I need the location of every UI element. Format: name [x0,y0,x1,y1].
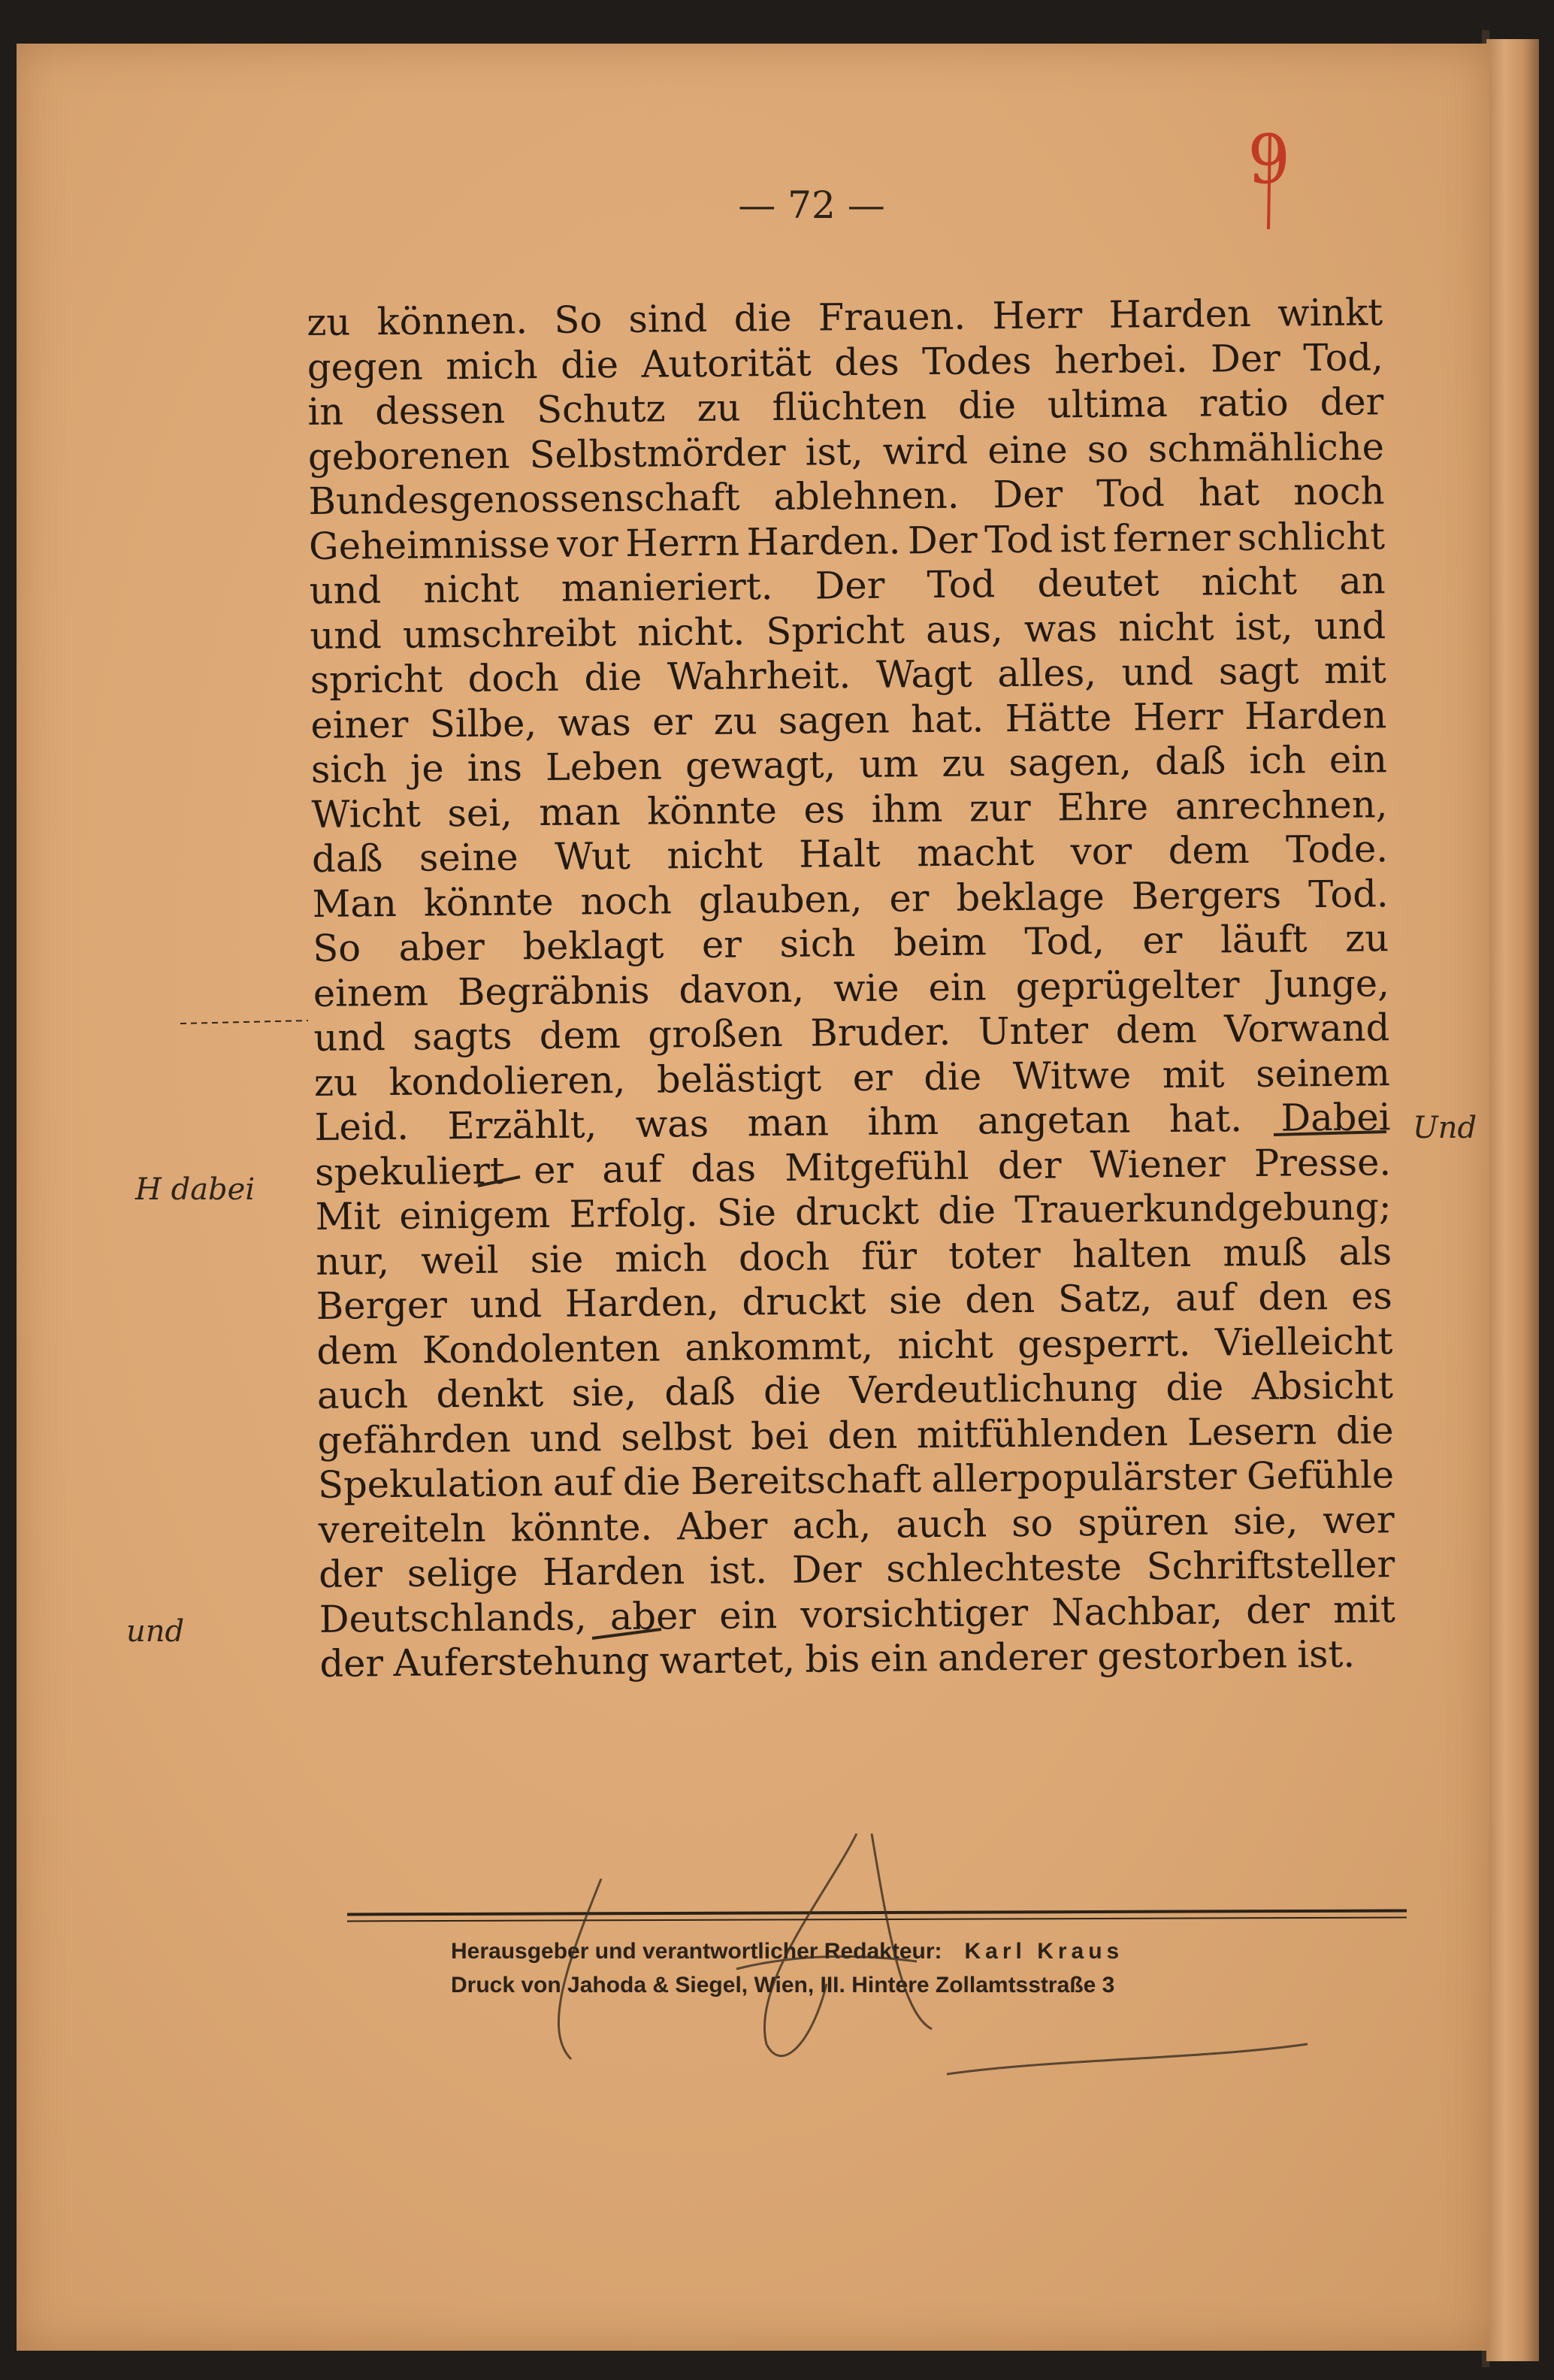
word: weil [420,1238,499,1283]
word: sagt [1218,649,1299,694]
word: man [539,789,621,834]
word: er [701,922,742,966]
word: Trauerkundgebung; [1014,1184,1392,1232]
word: ein [869,1636,928,1680]
imprint-line-printer: Druck von Jahoda & Siegel, Wien, III. Hintere Zollamtsstraße 3 [451,1973,1115,1997]
word: die [622,1459,681,1505]
word: herbei. [1054,337,1188,382]
word: mitfühlenden [916,1410,1169,1456]
word: Wut [554,833,631,879]
word: aus, [925,606,1003,652]
word: in [307,389,344,434]
word: Berger [316,1283,448,1328]
word: Satz, [1057,1276,1153,1321]
word: druckt [794,1189,920,1234]
imprint-publisher-label: Herausgeber und verantwortlicher Redakteur: [451,1939,942,1964]
word: belästigt [656,1055,822,1102]
word: sagen [778,697,890,742]
word: spekuliert [314,1148,506,1194]
strike-er [478,1177,520,1186]
word: alles, [997,650,1097,696]
word: er [1142,918,1183,963]
word: Leben [545,744,663,789]
word: das [691,1145,757,1190]
word: läuft [1220,917,1308,962]
word: flüchten [772,384,927,430]
word: Ehre [1057,784,1149,829]
word: so [1087,427,1129,471]
word: Tod. [1308,871,1389,916]
word: so [1011,1501,1054,1545]
word: Halt [798,831,881,876]
word: und [309,612,382,658]
word: den [965,1277,1035,1322]
word: hat. [910,696,984,741]
word: muß [1223,1229,1308,1275]
word: auch [895,1501,987,1547]
word: Tode. [1285,827,1389,872]
word: die [560,342,619,387]
folio-annotation: 9 [1247,120,1291,199]
word: Herr [1132,694,1223,739]
word: anderer [937,1635,1088,1680]
word: Selbstmörder [529,430,786,476]
word: umschreibt [402,610,617,657]
word: beim [893,920,987,965]
word: daß [311,836,383,881]
word: mich [615,1235,708,1281]
word: Vorwand [1223,1006,1390,1051]
word: Erzählt, [447,1102,597,1148]
word: zu [1344,916,1389,960]
word: wie [833,965,899,1010]
word: zu [942,741,986,785]
strike-aber [592,1629,661,1638]
word: Erfolg. [569,1191,698,1236]
margin-note-left-dabei: H dabei [135,1172,255,1207]
word: beklagt [522,923,664,969]
word: Frauen. [818,294,966,340]
word: Kondolenten [422,1326,661,1372]
word: der [1245,1587,1311,1632]
word: aber [609,1593,697,1638]
word: zu [697,386,741,431]
word: schlicht [1237,513,1386,559]
margin-note-left-und: und [126,1614,185,1649]
word: ist, [1235,603,1293,649]
word: an [1338,558,1386,603]
word: toter [948,1232,1042,1278]
word: gefährden [317,1416,512,1462]
word: ins [467,745,523,790]
word: Bereitschaft [690,1457,922,1504]
word: was [1023,606,1098,651]
word: Der [993,472,1063,517]
word: und [313,1015,386,1060]
word: dem [539,1013,621,1058]
margin-note-right: Und [1413,1111,1477,1145]
word: mit [1323,648,1386,693]
word: und [1314,603,1386,648]
word: sie, [1232,1498,1299,1543]
word: Lesern [1187,1408,1317,1454]
word: Nachbar, [1051,1588,1223,1635]
word: Begräbnis [457,968,650,1014]
word: Wahrheit. [667,653,851,699]
word: angetan [977,1097,1131,1143]
word: anrechnen, [1175,782,1388,828]
word: vor [556,521,618,566]
word: ablehnen. [773,473,960,519]
word: daß [1154,739,1226,784]
word: Spekulation [317,1461,543,1507]
word: sich [779,921,856,966]
word: der [318,1552,383,1596]
word: gegen [307,344,423,389]
word: Verdeutlichung [849,1365,1138,1413]
word: seine [419,835,519,880]
word: Harden, [564,1280,720,1326]
word: Dabei [1280,1095,1391,1140]
word: Harden [542,1549,685,1595]
word: aber [398,924,485,969]
word: die [957,383,1017,428]
word: die [763,1368,822,1414]
word: ferner [1112,515,1231,561]
word: kondolieren, [388,1057,626,1104]
word: und [529,1415,602,1460]
word: Hätte [1005,695,1112,740]
word: auf [552,1460,613,1505]
word: manieriert. [561,564,773,610]
word: ist. [1296,1632,1356,1677]
word: Absicht [1251,1363,1394,1408]
word: nicht [423,567,519,612]
word: ankommt, [684,1323,874,1369]
word: bis [805,1637,860,1681]
word: könnte [423,879,554,925]
word: eine [987,427,1068,472]
word: nicht [667,833,763,878]
word: Harden [1244,692,1387,738]
word: Man [312,881,398,926]
word: Geheimnisse [308,522,550,568]
word: So [554,298,603,342]
word: was [558,700,632,745]
word: dem [1115,1007,1197,1052]
word: die [924,1054,982,1099]
word: Tod, [1024,918,1105,963]
word: ist [1060,516,1106,561]
word: Tod [927,562,996,607]
word: sie, [571,1370,637,1415]
word: ach, [792,1502,872,1547]
word: Silbe, [429,700,537,745]
word: doch [467,655,560,700]
word: spüren [1077,1499,1209,1544]
word: Wicht [311,791,422,836]
word: sich [310,747,388,791]
word: des [834,339,899,384]
word: daß [664,1369,736,1414]
word: um [859,742,919,786]
word: sie [888,1278,942,1323]
word: Der [1210,336,1281,380]
word: zu [307,300,351,344]
word: Witwe [1012,1053,1132,1098]
word: er [652,699,693,744]
word: Mitgefühl [784,1144,969,1190]
word: Deutschlands, [319,1595,587,1641]
word: den [827,1413,898,1457]
word: nicht [1201,559,1298,604]
word: davon, [679,966,805,1012]
word: und [1121,649,1194,694]
word: ein [718,1592,778,1638]
word: Tod [984,516,1054,561]
word: Presse. [1253,1139,1392,1185]
word: winkt [1277,290,1383,335]
word: sagen, [1008,739,1132,785]
word: Schutz [536,386,666,432]
margin-guide-line [180,1021,308,1024]
word: Gefühle [1246,1453,1395,1498]
word: zur [969,785,1031,830]
word: Harden. [746,518,901,564]
word: wartet, [659,1637,796,1683]
word: und [309,568,382,612]
word: geprügelter [1015,962,1240,1009]
word: es [1350,1274,1393,1318]
word: druckt [742,1278,866,1324]
word: Junge, [1268,960,1390,1006]
word: Bruder. [810,1009,951,1055]
word: Bergers [1131,872,1282,918]
word: selige [407,1550,519,1595]
word: dem [1168,827,1250,873]
word: den [1258,1275,1329,1319]
word: der [319,1641,384,1686]
word: doch [738,1234,830,1280]
word: vereiteln [318,1506,486,1552]
word: ihm [871,786,943,831]
word: ist, [805,429,863,474]
word: und [470,1282,543,1326]
word: Tod [1096,471,1166,516]
word: ihm [867,1099,939,1144]
word: nur, [315,1238,390,1284]
word: Autorität [641,340,812,386]
word: sie [530,1237,584,1281]
word: Harden [1108,291,1252,337]
word: vor [1070,829,1132,874]
word: die [1335,1408,1394,1453]
word: Auferstehung [393,1638,650,1685]
pencil-signature [558,1834,1308,2074]
word: auch [316,1372,409,1417]
word: nicht [1118,604,1214,650]
word: halten [1072,1231,1192,1276]
word: einem [313,969,429,1015]
word: Der [907,517,978,562]
word: je [410,746,444,791]
word: Der [791,1547,862,1592]
word: geborenen [307,432,510,479]
word: er [889,875,930,921]
word: Herrn [624,519,740,565]
word: als [1338,1229,1392,1274]
word: er [852,1055,893,1099]
word: sagts [413,1014,512,1059]
word: ein [928,964,987,1009]
word: sei, [447,790,512,835]
word: deutet [1037,561,1159,606]
word: die [1166,1365,1224,1410]
word: Leid. [314,1104,410,1149]
word: selbst [620,1414,732,1459]
word: denkt [436,1371,544,1417]
word: seinem [1255,1050,1391,1096]
word: schmähliche [1147,424,1385,470]
word: glauben, [698,876,863,922]
word: auf [602,1147,663,1191]
word: Sie [716,1190,777,1235]
page-number: — 72 — [738,183,885,227]
word: einer [310,702,409,747]
word: So [312,926,361,970]
word: Unter [978,1009,1089,1054]
word: allerpopulärster [931,1454,1238,1501]
word: Tod, [1303,334,1384,380]
word: dem [316,1328,398,1373]
word: bei [750,1414,809,1458]
word: was [635,1101,709,1146]
word: wird [882,428,969,473]
word: großen [648,1011,784,1057]
word: nicht [897,1322,993,1368]
word: noch [580,878,673,924]
word: gewagt, [685,742,836,788]
word: ist. [709,1548,768,1592]
word: Mit [315,1194,381,1238]
word: Aber [676,1503,768,1548]
word: einigem [399,1192,551,1238]
word: der [1320,380,1384,425]
word: die [937,1188,996,1232]
word: er [533,1148,574,1192]
word: mit [1162,1051,1225,1096]
word: auf [1175,1275,1235,1320]
word: macht [916,830,1035,875]
word: Vielleicht [1214,1318,1393,1364]
word: Der [815,563,885,608]
word: mit [1332,1586,1396,1632]
word: zu [313,1060,358,1105]
word: man [747,1100,830,1145]
word: ein [1329,737,1388,782]
word: Spricht [766,607,905,653]
word: dessen [374,388,506,434]
word: noch [1292,469,1385,514]
red-pencil-stroke [1268,135,1270,229]
word: vorsichtiger [800,1590,1029,1637]
word: mich [445,343,538,388]
word: die [584,655,642,700]
word: Herr [992,293,1083,338]
word: hat [1198,470,1260,515]
word: könnte. [510,1505,653,1550]
word: der [997,1142,1062,1187]
word: die [733,295,792,340]
word: zu [713,698,757,743]
word: Wiener [1090,1141,1226,1187]
strike-dabei [1274,1132,1386,1135]
word: schlechteste [886,1544,1123,1591]
word: ich [1249,738,1307,782]
word: Wagt [875,652,972,697]
word: es [803,787,845,832]
word: wer [1322,1497,1395,1542]
word: gesperrt. [1017,1320,1191,1366]
word: können. [376,298,528,344]
imprint-editor-name: Karl Kraus [964,1939,1124,1964]
word: nicht. [636,609,745,655]
word: sind [628,296,708,341]
word: für [860,1233,918,1278]
word: Schriftsteller [1146,1542,1395,1589]
word: spricht [310,657,443,702]
word: könnte [646,788,778,833]
word: Bundesgenossenschaft [308,475,740,523]
word: ratio [1199,380,1289,425]
word: Todes [921,338,1032,383]
word: hat. [1169,1096,1243,1142]
word: beklage [956,874,1105,920]
word: gestorben [1097,1632,1288,1678]
word: ultima [1047,382,1169,427]
